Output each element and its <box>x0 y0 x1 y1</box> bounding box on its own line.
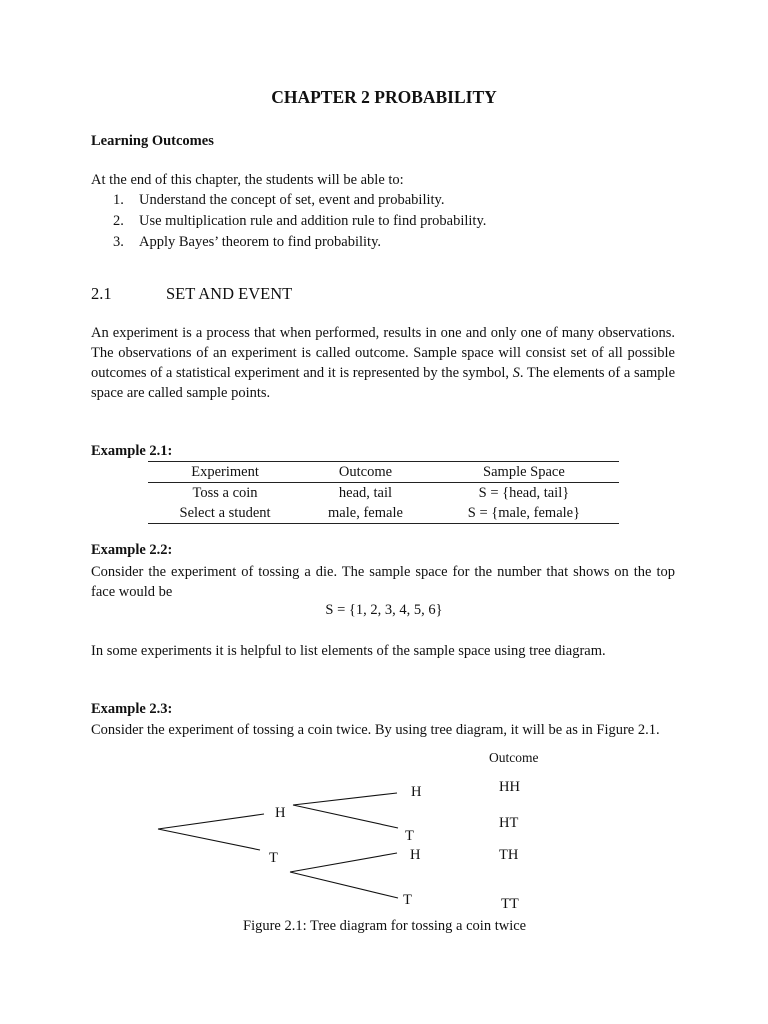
branch-line <box>293 805 398 828</box>
table-cell: S = {male, female} <box>429 503 619 524</box>
tree-diagram <box>140 770 560 916</box>
list-item <box>113 211 486 232</box>
outcome-item: TT <box>501 896 519 912</box>
section-title: SET AND EVENT <box>166 284 293 303</box>
table-header: Experiment <box>148 462 302 483</box>
example-2-3-text: Consider the experiment of tossing a coin twice. By using tree diagram, it will be as in Figure 2.1. <box>91 722 660 738</box>
table-header-row <box>148 462 619 483</box>
tree-node-h: H <box>275 805 286 821</box>
tree-node-t: T <box>269 850 278 866</box>
section-number: 2.1 <box>91 284 112 303</box>
list-text: Apply Bayes’ theorem to find probability. <box>139 234 382 250</box>
table-cell: male, female <box>302 503 429 524</box>
tree-leaf: H <box>411 784 422 800</box>
outcome-item: TH <box>499 847 519 863</box>
learning-outcomes-intro: At the end of this chapter, the students will be able to: <box>91 172 404 188</box>
tree-leaf: H <box>410 847 421 863</box>
table-row <box>148 483 619 504</box>
table-cell: Toss a coin <box>192 484 258 501</box>
paragraph-text: An experiment is a process that when performed, results in one and only one of many observations. The observations of an experiment is called outcome. Sample space will consist set of all possible outcomes of a statistical experiment and it is represented by the symbol, <box>91 325 675 381</box>
tree-leaf: T <box>405 828 414 844</box>
symbol-s: S <box>512 365 520 381</box>
outcome-item: HT <box>499 815 519 831</box>
table-header: Sample Space <box>429 462 619 483</box>
branch-line <box>293 793 397 805</box>
die-sample-space-formula: S = {1, 2, 3, 4, 5, 6} <box>325 602 443 618</box>
table-cell: head, tail <box>338 484 393 501</box>
list-number: 3. <box>113 234 124 250</box>
tree-leaf: T <box>403 892 412 908</box>
list-text: Use multiplication rule and addition rule to find probability. <box>139 213 487 229</box>
list-text: Understand the concept of set, event and probability. <box>139 192 445 208</box>
list-item <box>113 232 486 253</box>
outcome-item: HH <box>499 779 520 795</box>
branch-line <box>158 829 260 850</box>
tree-diagram-paragraph: In some experiments it is helpful to list elements of the sample space using tree diagram. <box>91 643 606 659</box>
paragraph-text: . The elements of a sample space are called sample points. <box>91 365 676 401</box>
table-cell: Select a student <box>148 503 302 524</box>
figure-caption: Figure 2.1: Tree diagram for tossing a coin twice <box>243 918 527 934</box>
learning-outcomes-heading: Learning Outcomes <box>91 133 214 149</box>
table-cell: S = {head, tail} <box>478 484 570 501</box>
list-number: 1. <box>113 192 124 208</box>
example-2-1-label: Example 2.1: <box>91 443 173 459</box>
branch-line <box>290 853 397 872</box>
chapter-title: CHAPTER 2 PROBABILITY <box>271 87 497 107</box>
example-2-2-text: Consider the experiment of tossing a die. The sample space for the number that shows on the top face would be <box>91 564 675 600</box>
outcome-header: Outcome <box>489 750 539 765</box>
table-header: Outcome <box>302 462 429 483</box>
table-row <box>148 503 619 524</box>
example-table <box>148 461 619 524</box>
example-2-2-label: Example 2.2: <box>91 542 173 558</box>
example-2-3-label: Example 2.3: <box>91 701 173 717</box>
branch-line <box>158 814 264 829</box>
list-number: 2. <box>113 213 124 229</box>
learning-outcomes-list <box>113 190 486 253</box>
list-item <box>113 190 486 211</box>
branch-line <box>290 872 398 898</box>
sample-space-paragraph <box>91 323 675 403</box>
